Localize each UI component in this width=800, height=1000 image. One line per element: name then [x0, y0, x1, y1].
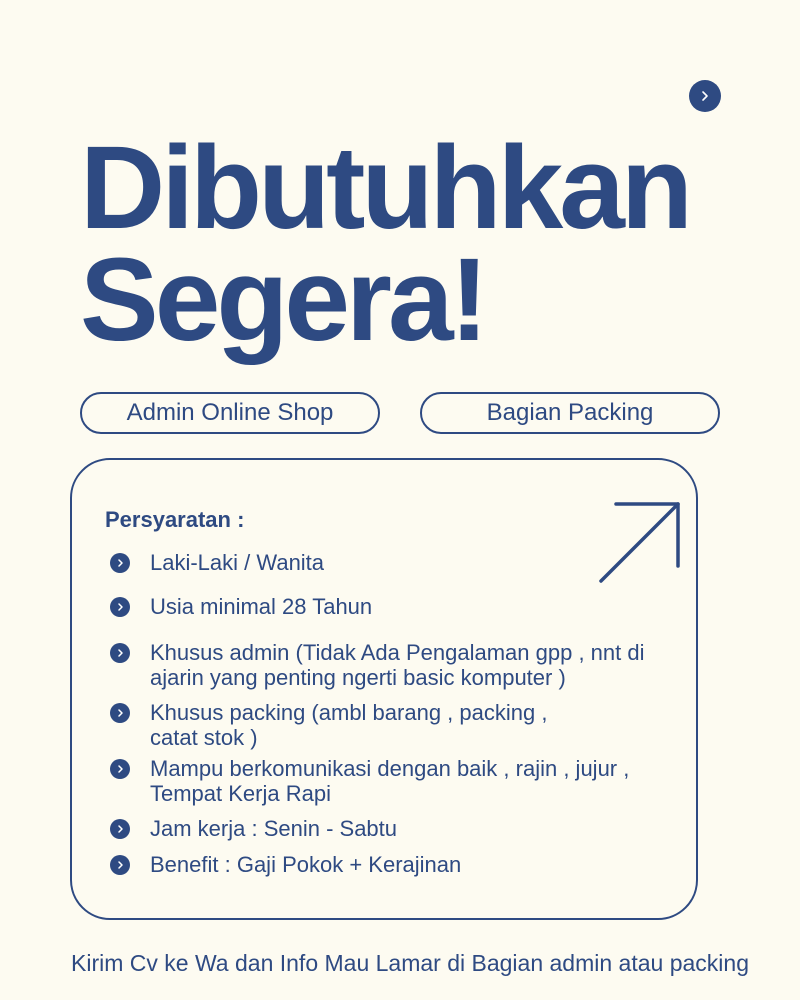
requirements-title: Persyaratan :	[105, 507, 245, 532]
position-admin-online-shop[interactable]: Admin Online Shop	[80, 392, 380, 434]
chevron-right-icon	[110, 759, 130, 779]
requirement-text: Khusus packing (ambl barang , packing , catat stok )	[150, 700, 548, 750]
chevron-right-icon	[110, 855, 130, 875]
requirement-text: Mampu berkomunikasi dengan baik , rajin , jujur , Tempat Kerja Rapi	[150, 756, 630, 806]
requirement-item	[110, 700, 670, 756]
requirement-item	[110, 756, 670, 816]
chevron-right-icon	[698, 89, 712, 103]
position-bagian-packing[interactable]: Bagian Packing	[420, 392, 720, 434]
requirement-item	[110, 550, 670, 594]
chevron-right-icon	[110, 553, 130, 573]
chevron-right-icon	[110, 819, 130, 839]
requirement-text: Benefit : Gaji Pokok + Kerajinan	[150, 852, 462, 877]
requirement-text: Jam kerja : Senin - Sabtu	[150, 816, 398, 841]
chevron-right-icon	[110, 643, 130, 663]
chevron-right-icon	[110, 703, 130, 723]
requirement-item	[110, 852, 670, 888]
headline	[80, 122, 689, 366]
requirement-text: Khusus admin (Tidak Ada Pengalaman gpp , nnt di ajarin yang penting ngerti basic komputer )	[150, 640, 645, 690]
headline-line-2: Segera!	[80, 234, 485, 366]
requirement-item	[110, 594, 670, 640]
requirement-item	[110, 816, 670, 852]
requirement-item	[110, 640, 670, 700]
chevron-right-icon	[110, 597, 130, 617]
next-button[interactable]	[689, 80, 721, 112]
headline-line-1: Dibutuhkan	[80, 122, 689, 254]
requirements-list	[110, 550, 670, 888]
footer-instruction: Kirim Cv ke Wa dan Info Mau Lamar di Bagian admin atau packing	[71, 950, 749, 976]
requirement-text: Laki-Laki / Wanita	[150, 550, 325, 575]
requirement-text: Usia minimal 28 Tahun	[150, 594, 373, 619]
